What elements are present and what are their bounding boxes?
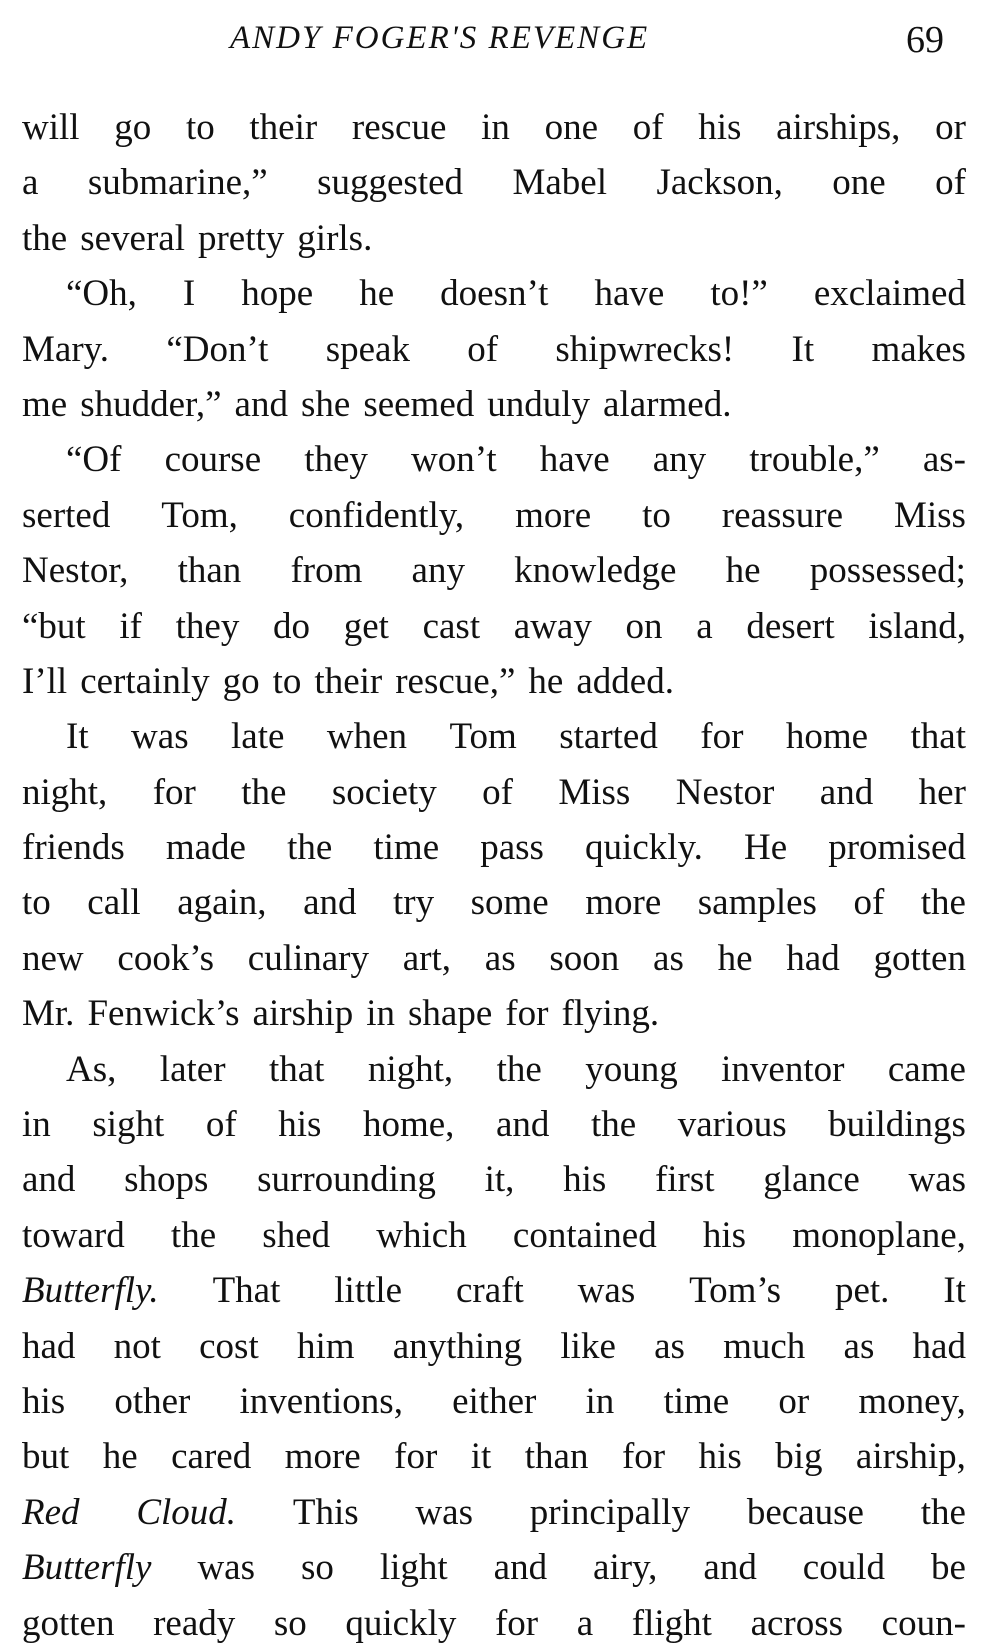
text-word: airy, (593, 1547, 658, 1589)
text-word: makes (871, 328, 966, 370)
text-line (22, 1208, 966, 1263)
text-word: in (585, 1380, 615, 1422)
text-word: like (560, 1325, 616, 1367)
text-word: the (496, 1048, 542, 1090)
text-word: Tom (449, 716, 517, 758)
text-word: Tom, (161, 494, 238, 536)
text-word: doesn’t (440, 273, 549, 315)
text-word: in (481, 107, 510, 148)
text-word: more (515, 494, 592, 536)
text-word: a (696, 605, 713, 647)
text-word: glance (763, 1159, 860, 1201)
text-line (22, 654, 966, 709)
text-word: pass (480, 827, 544, 869)
text-word: or (935, 107, 966, 148)
text-word: they (304, 439, 368, 481)
text-word: because (746, 1491, 864, 1533)
text-word: “Oh, (66, 273, 137, 315)
text-word: money, (858, 1380, 966, 1422)
text-word: do (273, 605, 311, 647)
text-word: toward (22, 1214, 125, 1256)
text-word: promised (828, 827, 966, 869)
text-word: have (539, 439, 610, 481)
text-word: so (273, 1602, 307, 1644)
text-word: later (159, 1048, 226, 1090)
text-word: night, (22, 771, 108, 813)
text-word: and (303, 882, 357, 924)
text-word: first (654, 1159, 715, 1201)
text-word: “Of (66, 439, 122, 481)
text-word: other (114, 1380, 191, 1422)
text-word: sight (92, 1104, 165, 1146)
text-word: he (528, 660, 564, 702)
text-word: anything (392, 1325, 523, 1367)
text-word: shudder,” (80, 383, 222, 425)
text-line (22, 1485, 966, 1540)
text-word: quickly. (585, 827, 703, 869)
text-word: on (625, 605, 663, 647)
text-word: rescue,” (395, 660, 516, 702)
text-word: exclaimed (813, 273, 966, 315)
text-word: This (292, 1491, 359, 1533)
text-word: a (22, 162, 39, 204)
text-word: of (205, 1104, 237, 1146)
text-word: contained (512, 1214, 657, 1256)
text-word: flight (631, 1602, 712, 1644)
text-word: their (249, 107, 318, 148)
text-word: was (577, 1270, 636, 1312)
text-word: quickly (345, 1602, 457, 1644)
text-line (22, 488, 966, 543)
running-head (0, 18, 994, 78)
text-word: as- (922, 439, 966, 481)
text-word: made (165, 827, 246, 869)
text-word: any (411, 550, 465, 592)
text-word: trouble,” (749, 439, 880, 481)
text-word: pet. (834, 1270, 890, 1312)
text-word: coun- (881, 1602, 966, 1644)
text-word: submarine,” (87, 162, 268, 204)
text-word: that (268, 1048, 325, 1090)
text-word: home, (362, 1104, 455, 1146)
text-word: to (22, 882, 51, 924)
text-word: art, (402, 937, 452, 979)
text-word: the (22, 217, 68, 259)
text-line (22, 1429, 966, 1484)
text-word: I’ll (22, 660, 68, 702)
text-word: a (576, 1602, 594, 1644)
text-line (22, 266, 966, 321)
text-line (22, 709, 966, 764)
text-word: cared (171, 1436, 252, 1478)
text-word: they (175, 605, 240, 647)
text-word: had (22, 1325, 76, 1367)
text-word: more (585, 882, 662, 924)
text-word: shops (124, 1159, 209, 1201)
text-word: certainly (80, 660, 210, 702)
text-word: big (775, 1436, 823, 1478)
text-word: either (452, 1380, 537, 1422)
text-word: gotten (873, 937, 966, 979)
text-word: to (185, 107, 215, 148)
text-line (22, 322, 966, 377)
text-word: island, (868, 605, 966, 647)
text-word: of (467, 328, 499, 370)
text-word: serted (22, 494, 111, 536)
text-word: cast (422, 605, 481, 647)
text-word: “but (22, 605, 86, 647)
text-word: have (594, 273, 665, 315)
text-word: his (698, 1436, 742, 1478)
text-word: his (563, 1159, 607, 1201)
text-word: him (296, 1325, 355, 1367)
text-word: or (778, 1380, 810, 1422)
text-word: across (750, 1602, 844, 1644)
text-word: more (284, 1436, 361, 1478)
text-line (22, 765, 966, 820)
text-line (22, 986, 966, 1041)
text-line (22, 1097, 966, 1152)
text-word: little (334, 1270, 403, 1312)
text-word: young (585, 1048, 678, 1090)
text-word: unduly (487, 383, 591, 425)
text-word: go (114, 107, 152, 148)
text-word: the (920, 1491, 966, 1533)
text-word: will (22, 107, 80, 148)
text-word: came (887, 1048, 966, 1090)
text-word: and (495, 1104, 550, 1146)
text-word: in (22, 1104, 51, 1146)
text-word: if (119, 605, 142, 647)
text-word: be (930, 1547, 966, 1589)
text-word: airships, (776, 107, 901, 148)
text-word: as (653, 937, 684, 979)
text-word: her (918, 771, 966, 813)
text-word: culinary (247, 937, 369, 979)
text-word: and (22, 1159, 76, 1201)
text-line (22, 211, 966, 266)
text-word: but (22, 1436, 70, 1478)
text-word: when (326, 716, 408, 758)
text-word: principally (529, 1491, 691, 1533)
text-line (22, 1596, 966, 1651)
text-word: one (832, 162, 886, 204)
text-word: one (544, 107, 598, 148)
text-line (22, 1042, 966, 1097)
text-word: inventor (721, 1048, 845, 1090)
text-word: in (366, 993, 396, 1035)
text-word: was (197, 1547, 255, 1589)
text-word: to (642, 494, 671, 536)
text-word: It (943, 1270, 966, 1312)
text-word: won’t (411, 439, 497, 481)
text-word: Tom’s (689, 1270, 782, 1312)
text-word: than (524, 1436, 589, 1478)
text-word: new (22, 937, 84, 979)
text-word: the (287, 827, 333, 869)
text-word: various (677, 1104, 787, 1146)
text-word: course (164, 439, 262, 481)
text-word: pretty (197, 217, 285, 259)
text-word: friends (22, 827, 125, 869)
text-word: Cloud. (136, 1491, 237, 1533)
text-word: as (843, 1325, 875, 1367)
text-word: for (152, 771, 196, 813)
text-line (22, 1263, 966, 1318)
text-word: inventions, (239, 1380, 403, 1422)
text-line (22, 155, 966, 210)
text-line (22, 432, 966, 487)
text-word: It (791, 328, 815, 370)
text-word: shape (408, 993, 493, 1035)
text-word: some (470, 882, 549, 924)
text-word: possessed; (809, 550, 966, 592)
text-word: late (231, 716, 285, 758)
text-word: gotten (22, 1602, 115, 1644)
text-word: had (786, 937, 840, 979)
text-word: desert (746, 605, 835, 647)
text-word: reassure (721, 494, 843, 536)
text-word: as (654, 1325, 685, 1367)
text-line (22, 1319, 966, 1374)
text-word: of (632, 107, 664, 148)
text-word: for (494, 1602, 539, 1644)
text-word: confidently, (288, 494, 465, 536)
text-word: shipwrecks! (555, 328, 735, 370)
text-word: started (559, 716, 658, 758)
text-word: samples (697, 882, 817, 924)
text-word: could (802, 1547, 885, 1589)
text-line (22, 377, 966, 432)
text-word: was (415, 1491, 473, 1533)
text-line (22, 599, 966, 654)
text-word: again, (177, 882, 267, 924)
text-word: from (290, 550, 363, 592)
text-word: for (621, 1436, 666, 1478)
text-word: not (113, 1325, 161, 1367)
text-word: to (272, 660, 302, 702)
text-word: “Don’t (166, 328, 269, 370)
text-line (22, 820, 966, 875)
text-word: knowledge (514, 550, 677, 592)
text-word: alarmed. (603, 383, 732, 425)
text-word: soon (549, 937, 620, 979)
text-word: shed (262, 1214, 331, 1256)
text-word: he (359, 273, 395, 315)
text-word: That (212, 1270, 281, 1312)
text-word: Red (22, 1491, 80, 1533)
text-word: for (700, 716, 744, 758)
text-word: go (222, 660, 260, 702)
text-word: time (663, 1380, 730, 1422)
text-word: I (182, 273, 196, 315)
text-word: Miss (558, 771, 631, 813)
text-word: He (743, 827, 788, 869)
text-word: of (853, 882, 885, 924)
body-text (22, 100, 966, 1651)
text-word: night, (367, 1048, 454, 1090)
text-word: Nestor (675, 771, 775, 813)
text-word: me (22, 383, 68, 425)
text-word: the (241, 771, 287, 813)
text-line (22, 100, 966, 155)
text-word: had (912, 1325, 966, 1367)
text-word: than (177, 550, 242, 592)
text-word: and (493, 1547, 548, 1589)
text-word: the (170, 1214, 217, 1256)
text-word: he (725, 550, 761, 592)
text-line (22, 1540, 966, 1595)
text-word: light (379, 1547, 448, 1589)
text-word: ready (153, 1602, 236, 1644)
text-word: it, (484, 1159, 515, 1201)
text-word: Mr. (22, 993, 75, 1035)
text-word: he (102, 1436, 138, 1478)
text-word: airship (252, 993, 354, 1035)
text-word: and (703, 1547, 757, 1589)
text-word: of (482, 771, 513, 813)
text-word: that (910, 716, 966, 758)
text-word: seemed (363, 383, 475, 425)
page-number: 69 (906, 19, 944, 61)
text-word: it (470, 1436, 492, 1478)
text-word: surrounding (257, 1159, 436, 1201)
text-word: monoplane, (792, 1214, 966, 1256)
text-word: any (652, 439, 707, 481)
text-word: Fenwick’s (87, 993, 240, 1035)
text-word: society (331, 771, 437, 813)
text-word: Butterfly. (22, 1270, 159, 1312)
text-word: and (234, 383, 288, 425)
text-word: call (87, 882, 141, 924)
text-word: get (343, 605, 389, 647)
running-title: ANDY FOGER'S REVENGE (230, 20, 650, 56)
text-word: hope (241, 273, 314, 315)
text-word: It (66, 716, 89, 758)
text-word: his (698, 107, 742, 148)
text-word: much (723, 1325, 806, 1367)
text-line (22, 1152, 966, 1207)
text-word: the (590, 1104, 637, 1146)
text-word: for (394, 1436, 438, 1478)
text-word: away (513, 605, 592, 647)
text-word: Mabel (512, 162, 608, 204)
text-word: several (80, 217, 185, 259)
text-word: which (376, 1214, 467, 1256)
text-word: speak (325, 328, 410, 370)
text-word: his (22, 1380, 66, 1422)
text-word: his (278, 1104, 322, 1146)
text-word: buildings (828, 1104, 966, 1146)
text-word: for (505, 993, 549, 1035)
text-word: the (920, 882, 966, 924)
text-word: their (314, 660, 383, 702)
text-word: was (131, 716, 189, 758)
text-word: Miss (893, 494, 966, 536)
text-word: Nestor, (22, 550, 129, 592)
text-word: try (393, 882, 435, 924)
text-word: As, (66, 1048, 117, 1090)
text-word: as (484, 937, 516, 979)
text-word: she (300, 383, 351, 425)
text-word: flying. (561, 993, 660, 1035)
text-word: Jackson, (656, 162, 783, 204)
text-word: he (717, 937, 753, 979)
text-word: Mary. (22, 328, 109, 370)
text-word: rescue (351, 107, 447, 148)
text-word: cook’s (117, 937, 215, 979)
text-word: cost (199, 1325, 259, 1367)
text-word: to!” (710, 273, 768, 315)
text-word: of (935, 162, 966, 204)
text-line (22, 875, 966, 930)
text-word: airship, (855, 1436, 966, 1478)
text-line (22, 931, 966, 986)
text-word: time (373, 827, 440, 869)
text-word: and (819, 771, 874, 813)
text-word: added. (576, 660, 674, 702)
text-word: so (300, 1547, 334, 1589)
text-word: suggested (317, 162, 464, 204)
text-word: Butterfly (22, 1547, 152, 1589)
text-word: his (702, 1214, 747, 1256)
text-word: was (908, 1159, 966, 1201)
text-word: home (785, 716, 869, 758)
text-word: girls. (297, 217, 373, 259)
text-line (22, 543, 966, 598)
text-line (22, 1374, 966, 1429)
text-word: craft (456, 1270, 524, 1312)
